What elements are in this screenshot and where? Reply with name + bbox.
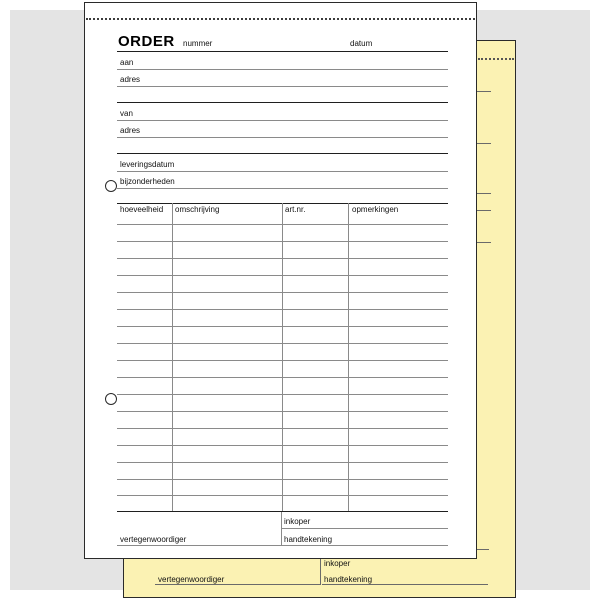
punch-hole-top: [105, 180, 117, 192]
van-label: van: [120, 109, 133, 118]
table-bottom-rule: [117, 511, 448, 512]
copy-line: [477, 210, 491, 211]
particulars-line: [117, 188, 448, 189]
copy-line: [477, 193, 491, 194]
table-row: [117, 326, 448, 327]
inkoper-label: inkoper: [284, 517, 311, 526]
table-row: [117, 462, 448, 463]
table-row: [117, 343, 448, 344]
table-column-divider: [172, 203, 173, 511]
copy-signature-divider: [320, 559, 321, 585]
table-row: [117, 275, 448, 276]
nummer-label: nummer: [183, 39, 213, 48]
table-row: [117, 377, 448, 378]
table-row: [117, 258, 448, 259]
column-header-omschrijving: omschrijving: [175, 205, 220, 214]
table-row: [117, 292, 448, 293]
column-header-hoeveelheid: hoeveelheid: [120, 205, 164, 214]
aan-label: aan: [120, 58, 134, 67]
section-rule: [117, 102, 448, 103]
form-title: ORDER: [118, 33, 175, 50]
copy-perforation: [478, 58, 514, 60]
table-row: [117, 428, 448, 429]
column-header-artnr: art.nr.: [285, 205, 306, 214]
copy-signature-line-left: [155, 584, 320, 585]
copy-inkoper-label: inkoper: [324, 559, 351, 568]
table-row: [117, 394, 448, 395]
bijzonderheden-label: bijzonderheden: [120, 177, 175, 186]
address-line: [117, 120, 448, 121]
section-rule: [117, 153, 448, 154]
adres-label-recipient: adres: [120, 75, 141, 84]
table-row: [117, 479, 448, 480]
header-rule: [117, 51, 448, 52]
delivery-line: [117, 171, 448, 172]
address-line: [117, 137, 448, 138]
table-row: [117, 360, 448, 361]
table-row: [117, 309, 448, 310]
table-row: [117, 411, 448, 412]
signature-line: [281, 528, 448, 529]
adres-label-sender: adres: [120, 126, 141, 135]
table-row: [117, 445, 448, 446]
perforation-line: [86, 18, 475, 20]
table-column-divider: [348, 203, 349, 511]
punch-hole-bottom: [105, 393, 117, 405]
table-row: [117, 241, 448, 242]
leveringsdatum-label: leveringsdatum: [120, 160, 175, 169]
copy-line: [477, 549, 489, 550]
column-header-opmerkingen: opmerkingen: [352, 205, 399, 214]
datum-label: datum: [350, 39, 373, 48]
copy-line: [477, 242, 491, 243]
copy-vertegenwoordiger-label: vertegenwoordiger: [158, 575, 225, 584]
vertegenwoordiger-label: vertegenwoordiger: [120, 535, 187, 544]
copy-line: [477, 143, 491, 144]
copy-signature-line-right: [322, 584, 488, 585]
table-row: [117, 224, 448, 225]
address-line: [117, 69, 448, 70]
address-line: [117, 86, 448, 87]
table-column-divider: [282, 203, 283, 511]
handtekening-label: handtekening: [284, 535, 333, 544]
table-row: [117, 495, 448, 496]
copy-handtekening-label: handtekening: [324, 575, 373, 584]
signature-line: [117, 545, 448, 546]
copy-line: [477, 91, 491, 92]
